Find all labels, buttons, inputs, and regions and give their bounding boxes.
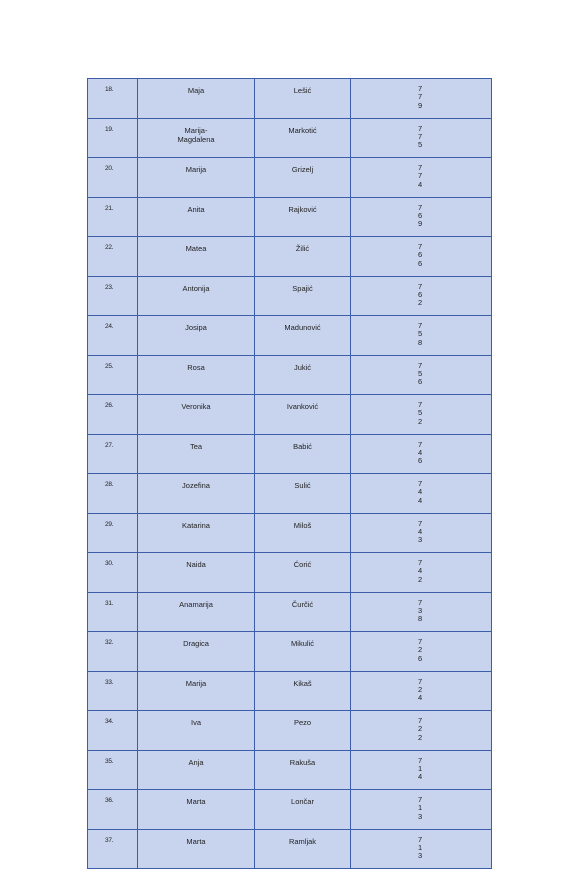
results-table bbox=[87, 78, 492, 869]
score-digit: 7 bbox=[418, 131, 423, 141]
score-cell bbox=[351, 513, 492, 553]
table-row bbox=[88, 711, 492, 751]
table-row bbox=[88, 553, 492, 593]
first-name: Anita bbox=[138, 197, 255, 237]
score-digit: 7 bbox=[418, 123, 423, 133]
table-row bbox=[88, 750, 492, 790]
first-name: Katarina bbox=[138, 513, 255, 553]
score-digit: 7 bbox=[418, 242, 423, 251]
score-digit: 7 bbox=[418, 281, 423, 291]
table-row bbox=[88, 829, 492, 869]
last-name: Lončar bbox=[255, 790, 351, 830]
score-digit: 2 bbox=[418, 724, 423, 734]
score-digit: 1 bbox=[418, 842, 423, 852]
score-digit: 7 bbox=[418, 795, 423, 804]
score-digit: 7 bbox=[418, 834, 423, 844]
first-name: Jozefina bbox=[138, 474, 255, 514]
score-digit: 7 bbox=[418, 202, 423, 212]
first-name: Naida bbox=[138, 553, 255, 593]
score-digit: 2 bbox=[418, 645, 423, 655]
score-cell bbox=[351, 632, 492, 672]
first-name: Maja bbox=[138, 79, 255, 119]
score-digit: 4 bbox=[418, 487, 423, 497]
last-name: Rajković bbox=[255, 197, 351, 237]
score-digit: 7 bbox=[418, 92, 423, 102]
row-number: 22. bbox=[88, 237, 138, 277]
score-cell bbox=[351, 316, 492, 356]
last-name: Madunović bbox=[255, 316, 351, 356]
last-name: Jukić bbox=[255, 355, 351, 395]
score-digit: 3 bbox=[418, 851, 423, 861]
row-number: 23. bbox=[88, 276, 138, 316]
score-digit: 7 bbox=[418, 84, 423, 93]
score-digit: 3 bbox=[418, 535, 423, 545]
score-digit: 2 bbox=[418, 684, 423, 694]
first-name: Marija bbox=[138, 671, 255, 711]
last-name: Ramljak bbox=[255, 829, 351, 869]
row-number: 36. bbox=[88, 790, 138, 830]
score-digit: 1 bbox=[418, 803, 423, 813]
last-name: Spajić bbox=[255, 276, 351, 316]
table-row bbox=[88, 513, 492, 553]
last-name: Ćorić bbox=[255, 553, 351, 593]
table-row bbox=[88, 790, 492, 830]
score-digit: 6 bbox=[418, 210, 423, 220]
score-digit: 7 bbox=[418, 479, 423, 488]
score-digit: 9 bbox=[418, 100, 423, 110]
last-name: Markotić bbox=[255, 118, 351, 158]
table-row bbox=[88, 197, 492, 237]
score-cell bbox=[351, 790, 492, 830]
score-digit: 8 bbox=[418, 614, 423, 624]
score-digit: 4 bbox=[418, 447, 423, 457]
score-digit: 6 bbox=[418, 456, 423, 466]
last-name: Sulić bbox=[255, 474, 351, 514]
first-name: Veronika bbox=[138, 395, 255, 435]
score-cell bbox=[351, 592, 492, 632]
row-number: 31. bbox=[88, 592, 138, 632]
table-row bbox=[88, 316, 492, 356]
last-name: Pezo bbox=[255, 711, 351, 751]
row-number: 28. bbox=[88, 474, 138, 514]
first-name: Anamarija bbox=[138, 592, 255, 632]
score-digit: 7 bbox=[418, 163, 423, 172]
table-row bbox=[88, 632, 492, 672]
score-digit: 6 bbox=[418, 250, 423, 260]
table-row bbox=[88, 158, 492, 198]
row-number: 21. bbox=[88, 197, 138, 237]
last-name: Lešić bbox=[255, 79, 351, 119]
row-number: 35. bbox=[88, 750, 138, 790]
row-number: 25. bbox=[88, 355, 138, 395]
last-name: Miloš bbox=[255, 513, 351, 553]
score-cell bbox=[351, 197, 492, 237]
score-digit: 7 bbox=[418, 637, 423, 646]
score-digit: 7 bbox=[418, 360, 423, 370]
last-name: Kikaš bbox=[255, 671, 351, 711]
score-cell bbox=[351, 474, 492, 514]
table-row bbox=[88, 474, 492, 514]
score-digit: 6 bbox=[418, 653, 423, 663]
score-digit: 7 bbox=[418, 716, 423, 725]
score-cell bbox=[351, 276, 492, 316]
first-name: Antonija bbox=[138, 276, 255, 316]
score-digit: 2 bbox=[418, 416, 423, 426]
last-name: Čurčić bbox=[255, 592, 351, 632]
score-digit: 5 bbox=[418, 368, 423, 378]
first-name: Marija bbox=[138, 158, 255, 198]
score-cell bbox=[351, 671, 492, 711]
results-table-body bbox=[88, 79, 492, 869]
first-name: Marija- Magdalena bbox=[138, 118, 255, 158]
score-cell bbox=[351, 829, 492, 869]
score-digit: 8 bbox=[418, 337, 423, 347]
score-digit: 2 bbox=[418, 298, 423, 308]
last-name: Grizelj bbox=[255, 158, 351, 198]
score-digit: 9 bbox=[418, 219, 423, 229]
score-cell bbox=[351, 355, 492, 395]
score-digit: 2 bbox=[418, 574, 423, 584]
score-digit: 5 bbox=[418, 140, 423, 150]
row-number: 19. bbox=[88, 118, 138, 158]
score-digit: 4 bbox=[418, 566, 423, 576]
score-digit: 7 bbox=[418, 439, 423, 449]
table-row bbox=[88, 434, 492, 474]
row-number: 18. bbox=[88, 79, 138, 119]
score-cell bbox=[351, 158, 492, 198]
first-name: Rosa bbox=[138, 355, 255, 395]
score-digit: 7 bbox=[418, 400, 423, 409]
score-digit: 6 bbox=[418, 289, 423, 299]
first-name: Josipa bbox=[138, 316, 255, 356]
row-number: 27. bbox=[88, 434, 138, 474]
row-number: 34. bbox=[88, 711, 138, 751]
row-number: 26. bbox=[88, 395, 138, 435]
table-row bbox=[88, 237, 492, 277]
score-cell bbox=[351, 118, 492, 158]
table-row bbox=[88, 276, 492, 316]
score-digit: 7 bbox=[418, 558, 423, 567]
last-name: Babić bbox=[255, 434, 351, 474]
last-name: Žilić bbox=[255, 237, 351, 277]
table-row bbox=[88, 79, 492, 119]
last-name: Mikulić bbox=[255, 632, 351, 672]
row-number: 20. bbox=[88, 158, 138, 198]
first-name: Tea bbox=[138, 434, 255, 474]
table-row bbox=[88, 671, 492, 711]
score-digit: 2 bbox=[418, 732, 423, 742]
first-name: Marta bbox=[138, 829, 255, 869]
score-digit: 5 bbox=[418, 408, 423, 418]
first-name: Anja bbox=[138, 750, 255, 790]
row-number: 30. bbox=[88, 553, 138, 593]
score-cell bbox=[351, 750, 492, 790]
score-cell bbox=[351, 395, 492, 435]
score-digit: 1 bbox=[418, 763, 423, 773]
last-name: Ivanković bbox=[255, 395, 351, 435]
score-cell bbox=[351, 79, 492, 119]
score-digit: 7 bbox=[418, 676, 423, 686]
score-cell bbox=[351, 711, 492, 751]
score-digit: 5 bbox=[418, 329, 423, 339]
score-digit: 7 bbox=[418, 171, 423, 181]
row-number: 37. bbox=[88, 829, 138, 869]
score-cell bbox=[351, 237, 492, 277]
row-number: 33. bbox=[88, 671, 138, 711]
table-row bbox=[88, 355, 492, 395]
score-digit: 3 bbox=[418, 605, 423, 615]
score-digit: 4 bbox=[418, 526, 423, 536]
score-digit: 7 bbox=[418, 755, 423, 765]
score-digit: 4 bbox=[418, 179, 423, 189]
score-cell bbox=[351, 434, 492, 474]
score-digit: 7 bbox=[418, 321, 423, 330]
score-digit: 4 bbox=[418, 772, 423, 782]
first-name: Matea bbox=[138, 237, 255, 277]
score-digit: 3 bbox=[418, 811, 423, 821]
last-name: Rakuša bbox=[255, 750, 351, 790]
row-number: 32. bbox=[88, 632, 138, 672]
score-digit: 4 bbox=[418, 693, 423, 703]
first-name: Dragica bbox=[138, 632, 255, 672]
score-digit: 6 bbox=[418, 377, 423, 387]
first-name: Iva bbox=[138, 711, 255, 751]
score-digit: 4 bbox=[418, 495, 423, 505]
row-number: 24. bbox=[88, 316, 138, 356]
table-row bbox=[88, 395, 492, 435]
table-row bbox=[88, 118, 492, 158]
score-digit: 7 bbox=[418, 597, 423, 607]
score-cell bbox=[351, 553, 492, 593]
score-digit: 7 bbox=[418, 518, 423, 528]
first-name: Marta bbox=[138, 790, 255, 830]
table-row bbox=[88, 592, 492, 632]
row-number: 29. bbox=[88, 513, 138, 553]
score-digit: 6 bbox=[418, 258, 423, 268]
